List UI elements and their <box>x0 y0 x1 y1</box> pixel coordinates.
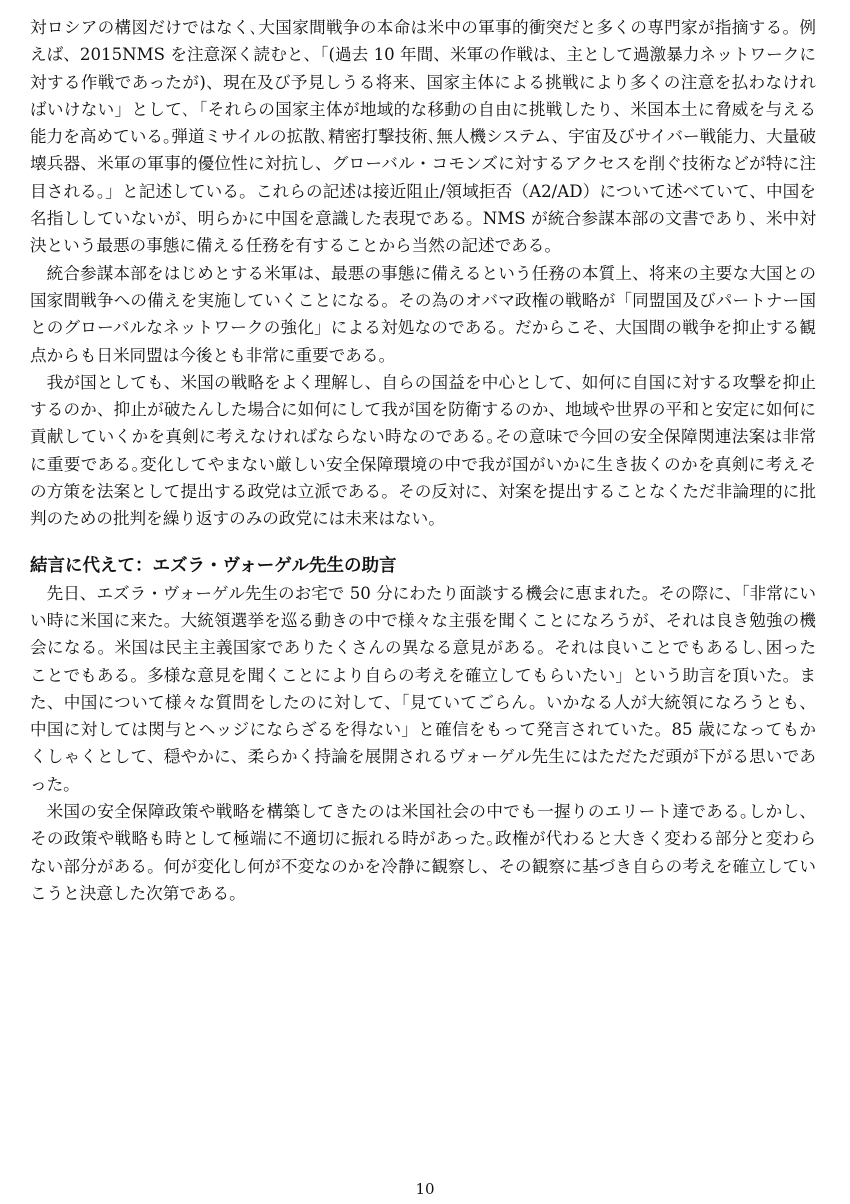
paragraph-1: 対ロシアの構図だけではなく､大国家間戦争の本命は米中の軍事的衝突だと多くの専門家が指摘する。例えば、2015NMS を注意深く読むと、「(過去 10 年間、米軍の作戦は、主として過激暴力ネットワークに対する作戦であったが)、現在及び予見しうる将来、国家主体による挑戦により多くの注意を払わなければいけない」として､「それらの国家主体が地域的な移動の自由に挑戦したり、米国本土に脅威を与える能力を高めている｡弾道ミサイルの拡散､精密打撃技術､無人機システム、宇宙及びサイバー戦能力、大量破壊兵器、米軍の軍事的優位性に対抗し、グローバル・コモンズに対するアクセスを削ぐ技術などが特に注目される。」と記述している。これらの記述は接近阻止/領域拒否（A2/AD）について述べていて、中国を名指ししていないが、明らかに中国を意識した表現である。NMS が統合参謀本部の文書であり、米中対決という最悪の事態に備える任務を有することから当然の記述である。 <box>30 18 816 256</box>
paragraph-3: 我が国としても、米国の戦略をよく理解し、自らの国益を中心として、如何に自国に対する攻撃を抑止するのか、抑止が破たんした場合に如何にして我が国を防衛するのか、地域や世界の平和と安定に如何に貢献していくかを真剣に考えなければならない時なのである｡その意味で今回の安全保障関連法案は非常に重要である｡変化してやまない厳しい安全保障環境の中で我が国がいかに生き抜くのかを真剣に考えその方策を法案として提出する政党は立派である。その反対に、対案を提出することなくただ非論理的に批判のための批判を繰り返すのみの政党には未来はない。 <box>30 372 816 529</box>
page-number: 10 <box>415 1180 435 1198</box>
paragraph-5: 米国の安全保障政策や戦略を構築してきたのは米国社会の中でも一握りのエリート達である｡しかし、その政策や戦略も時として極端に不適切に振れる時があった｡政権が代わると大きく変わる部分と変わらない部分がある。何が変化し何が不変なのかを冷静に観察し、その観察に基づき自らの考えを確立していこうと決意した次第である。 <box>30 802 816 903</box>
document-page <box>30 14 816 907</box>
section-heading: 結言に代えて：エズラ・ヴォーゲル先生の助言 <box>30 555 397 576</box>
paragraph-4: 先日、エズラ・ヴォーゲル先生のお宅で 50 分にわたり面談する機会に恵まれた。その際に、「非常にいい時に米国に来た。大統領選挙を巡る動きの中で様々な主張を聞くことになろうが、それは良き勉強の機会になる。米国は民主主義国家でありたくさんの異なる意見がある。それは良いことでもあるし､困ったことでもある。多様な意見を聞くことにより自らの考えを確立してもらいたい」という助言を頂いた。また、中国について様々な質問をしたのに対して、「見ていてごらん。いかなる人が大統領になろうとも、中国に対しては関与とヘッジにならざるを得ない」と確信をもって発言されていた。85 歳になってもかくしゃくとして、穏やかに、柔らかく持論を展開されるヴォーゲル先生にはただただ頭が下がる思いであった。 <box>30 583 816 794</box>
paragraph-2: 統合参謀本部をはじめとする米軍は、最悪の事態に備えるという任務の本質上、将来の主要な大国との国家間戦争への備えを実施していくことになる。その為のオバマ政権の戦略が「同盟国及びパートナー国とのグローバルなネットワークの強化」による対処なのである。だからこそ、大国間の戦争を抑止する観点からも日米同盟は今後とも非常に重要である。 <box>30 263 816 365</box>
